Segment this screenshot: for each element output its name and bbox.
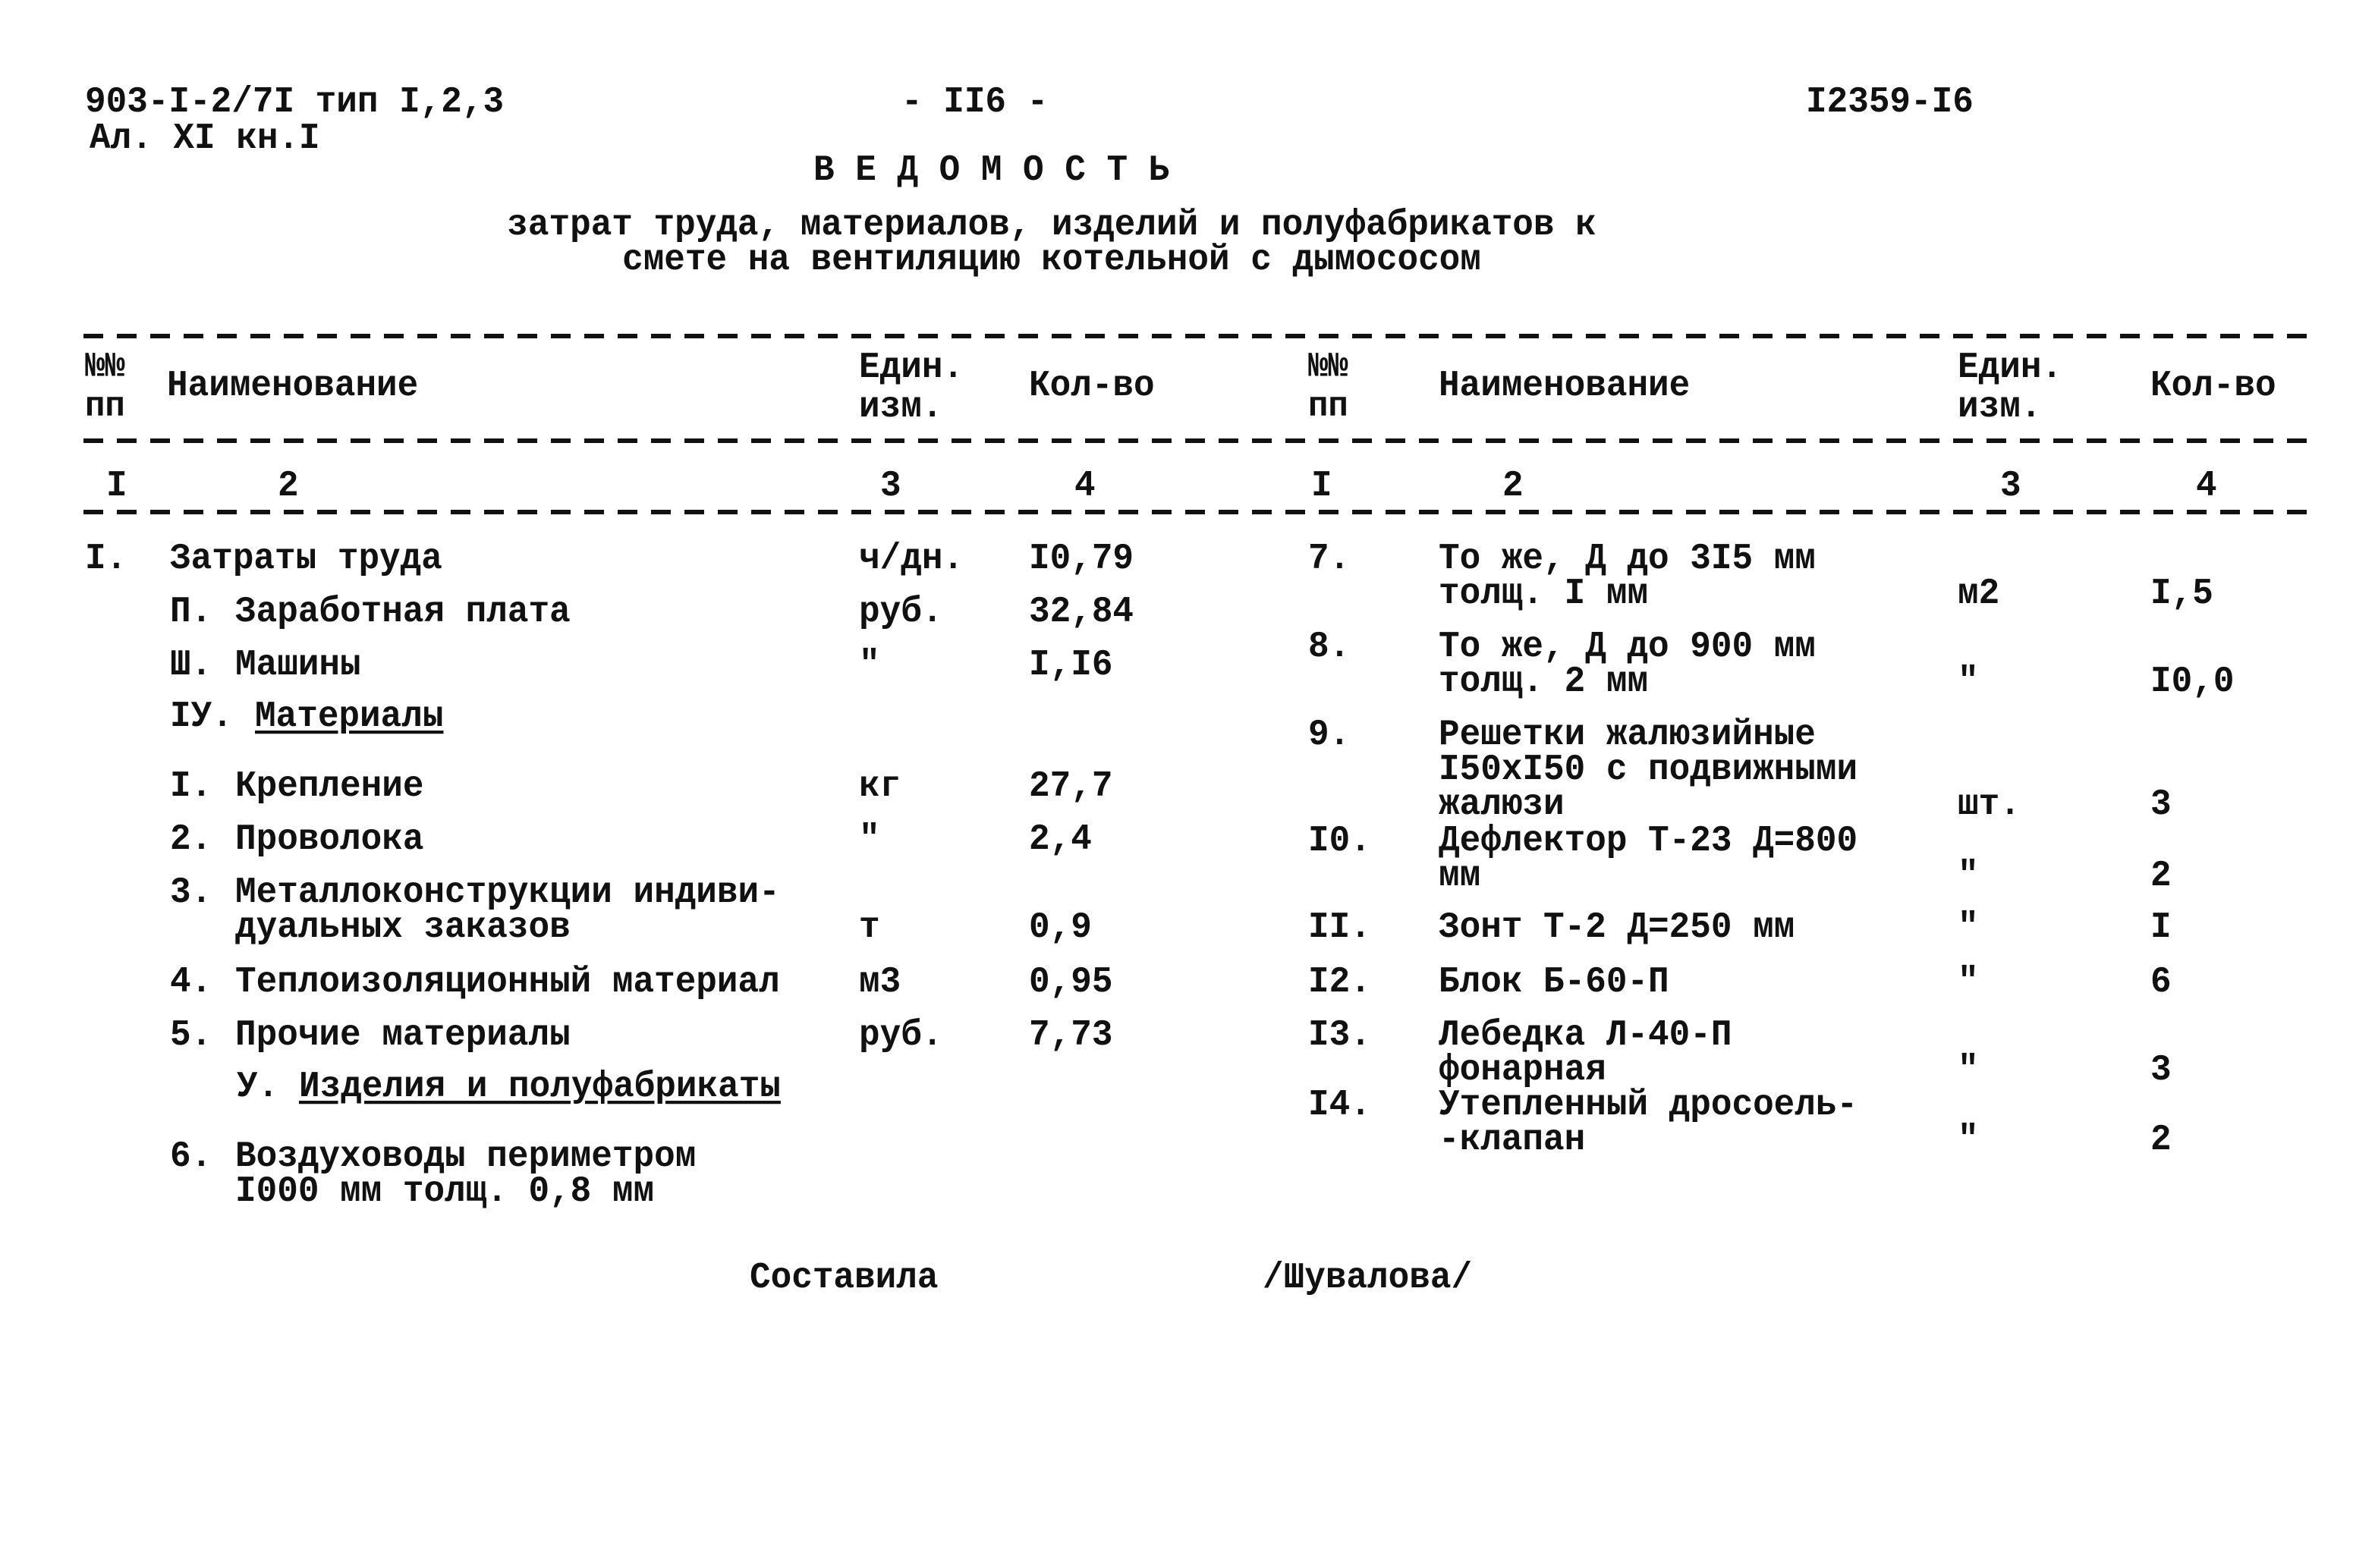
col-num-header: пп (85, 386, 125, 427)
row-unit: руб. (859, 1013, 943, 1056)
row-qty: 27,7 (1029, 765, 1113, 807)
row-num: Ш. (170, 643, 212, 686)
row-unit: м3 (859, 960, 901, 1003)
col-unit-header: изм. (859, 385, 943, 428)
row-label: Затраты труда (170, 537, 442, 580)
row-label: Проволока (235, 818, 424, 860)
col-name-header: Наименование (167, 364, 419, 407)
row-num: У. (237, 1065, 279, 1108)
row-label: фонарная (1439, 1048, 1606, 1091)
row-num: I3. (1308, 1013, 1371, 1056)
doc-album: Ал. XI кн.I (90, 117, 320, 159)
row-num: 6. (170, 1135, 212, 1177)
col-unit-header: Един. (859, 346, 964, 388)
row-label: толщ. 2 мм (1439, 660, 1649, 702)
row-num: 9. (1308, 713, 1351, 756)
row-num: 8. (1308, 625, 1351, 668)
row-unit: " (1958, 1048, 1979, 1091)
row-label: толщ. I мм (1439, 572, 1649, 614)
row-qty: I,I6 (1029, 643, 1113, 686)
row-unit: т (859, 906, 880, 948)
col-index: 4 (2196, 464, 2217, 507)
col-num-header: №№ (1308, 347, 1348, 388)
col-index: 2 (278, 464, 299, 507)
row-unit: ч/дн. (859, 537, 964, 580)
row-num: 2. (170, 818, 212, 860)
row-unit: м2 (1958, 572, 2000, 614)
col-unit-header: Един. (1958, 346, 2063, 388)
row-label: жалюзи (1439, 783, 1565, 825)
row-qty: 7,73 (1029, 1013, 1113, 1056)
row-qty: 2 (2150, 1118, 2172, 1161)
row-unit: " (1958, 854, 1979, 897)
row-label: Теплоизоляционный материал (235, 960, 780, 1003)
col-qty-header: Кол-во (1029, 364, 1155, 407)
divider (83, 510, 2307, 514)
doc-code: 903-I-2/7I тип I,2,3 (85, 80, 505, 123)
row-num: 5. (170, 1013, 212, 1056)
row-unit: " (1958, 906, 1979, 948)
row-qty: 6 (2150, 960, 2172, 1003)
row-unit: " (859, 643, 880, 686)
row-qty: 2,4 (1029, 818, 1092, 860)
row-unit: шт. (1958, 783, 2021, 825)
row-unit: " (859, 818, 880, 860)
row-qty: I0,0 (2150, 660, 2235, 702)
row-qty: I (2150, 906, 2172, 948)
col-index: 4 (1074, 464, 1096, 507)
row-qty: 0,95 (1029, 960, 1113, 1003)
col-index: 3 (880, 464, 901, 507)
row-unit: кг (859, 765, 901, 807)
divider (83, 438, 2307, 443)
subtitle-line2: смете на вентиляцию котельной с дымососом (622, 238, 1481, 281)
row-num: П. (170, 590, 212, 633)
col-unit-header: изм. (1958, 385, 2042, 428)
row-num: II. (1308, 906, 1371, 948)
row-label: Дефлектор Т-23 Д=800 (1439, 819, 1858, 862)
doc-number: I2359-I6 (1806, 80, 1974, 123)
row-num: 3. (170, 871, 212, 913)
row-num: I4. (1308, 1083, 1371, 1126)
row-num: 4. (170, 960, 212, 1003)
row-num: 7. (1308, 537, 1351, 580)
page-title: В Е Д О М О С Т Ь (813, 149, 1170, 191)
col-num-header: пп (1308, 386, 1348, 427)
row-label: Воздуховоды периметром (235, 1135, 697, 1177)
compiler-name: /Шувалова/ (1263, 1256, 1473, 1299)
row-label: Блок Б-60-П (1439, 960, 1669, 1003)
row-qty: 3 (2150, 783, 2172, 825)
subtitle-line1: затрат труда, материалов, изделий и полуфабрикатов к (507, 203, 1596, 246)
col-name-header: Наименование (1439, 364, 1691, 407)
row-qty: 32,84 (1029, 590, 1134, 633)
row-qty: I,5 (2150, 572, 2213, 614)
section-heading: Изделия и полуфабрикаты (299, 1065, 781, 1108)
row-label: Утепленный дросоель- (1439, 1083, 1858, 1126)
row-unit: " (1958, 660, 1979, 702)
col-index: 2 (1502, 464, 1524, 507)
col-index: I (106, 464, 127, 507)
row-unit: " (1958, 960, 1979, 1003)
row-unit: " (1958, 1118, 1979, 1161)
col-qty-header: Кол-во (2150, 364, 2276, 407)
row-label: I50хI50 с подвижными (1439, 748, 1858, 790)
row-label: Прочие материалы (235, 1013, 571, 1056)
row-num: IУ. (170, 695, 233, 737)
row-num: I2. (1308, 960, 1371, 1003)
row-qty: 0,9 (1029, 906, 1092, 948)
row-qty: 2 (2150, 854, 2172, 897)
row-num: I0. (1308, 819, 1371, 862)
row-label: мм (1439, 854, 1481, 897)
compiled-by-label: Составила (750, 1256, 939, 1299)
row-unit: руб. (859, 590, 943, 633)
col-index: 3 (2000, 464, 2021, 507)
row-label: Лебедка Л-40-П (1439, 1013, 1732, 1056)
col-index: I (1311, 464, 1332, 507)
col-num-header: №№ (85, 347, 125, 388)
row-label: I000 мм толщ. 0,8 мм (235, 1170, 655, 1212)
row-num: I. (85, 537, 127, 580)
row-label: Машины (235, 643, 361, 686)
section-heading: Материалы (255, 695, 444, 737)
row-label: Крепление (235, 765, 424, 807)
row-qty: I0,79 (1029, 537, 1134, 580)
row-label: То же, Д до 3I5 мм (1439, 537, 1816, 580)
row-num: I. (170, 765, 212, 807)
row-label: -клапан (1439, 1118, 1586, 1161)
row-label: Металлоконструкции индиви- (235, 871, 780, 913)
divider (83, 334, 2307, 338)
row-label: Заработная плата (235, 590, 571, 633)
row-label: Решетки жалюзийные (1439, 713, 1816, 756)
page-number: - II6 - (901, 80, 1049, 123)
row-label: Зонт Т-2 Д=250 мм (1439, 906, 1795, 948)
row-qty: 3 (2150, 1048, 2172, 1091)
row-label: дуальных заказов (235, 906, 571, 948)
row-label: То же, Д до 900 мм (1439, 625, 1816, 668)
